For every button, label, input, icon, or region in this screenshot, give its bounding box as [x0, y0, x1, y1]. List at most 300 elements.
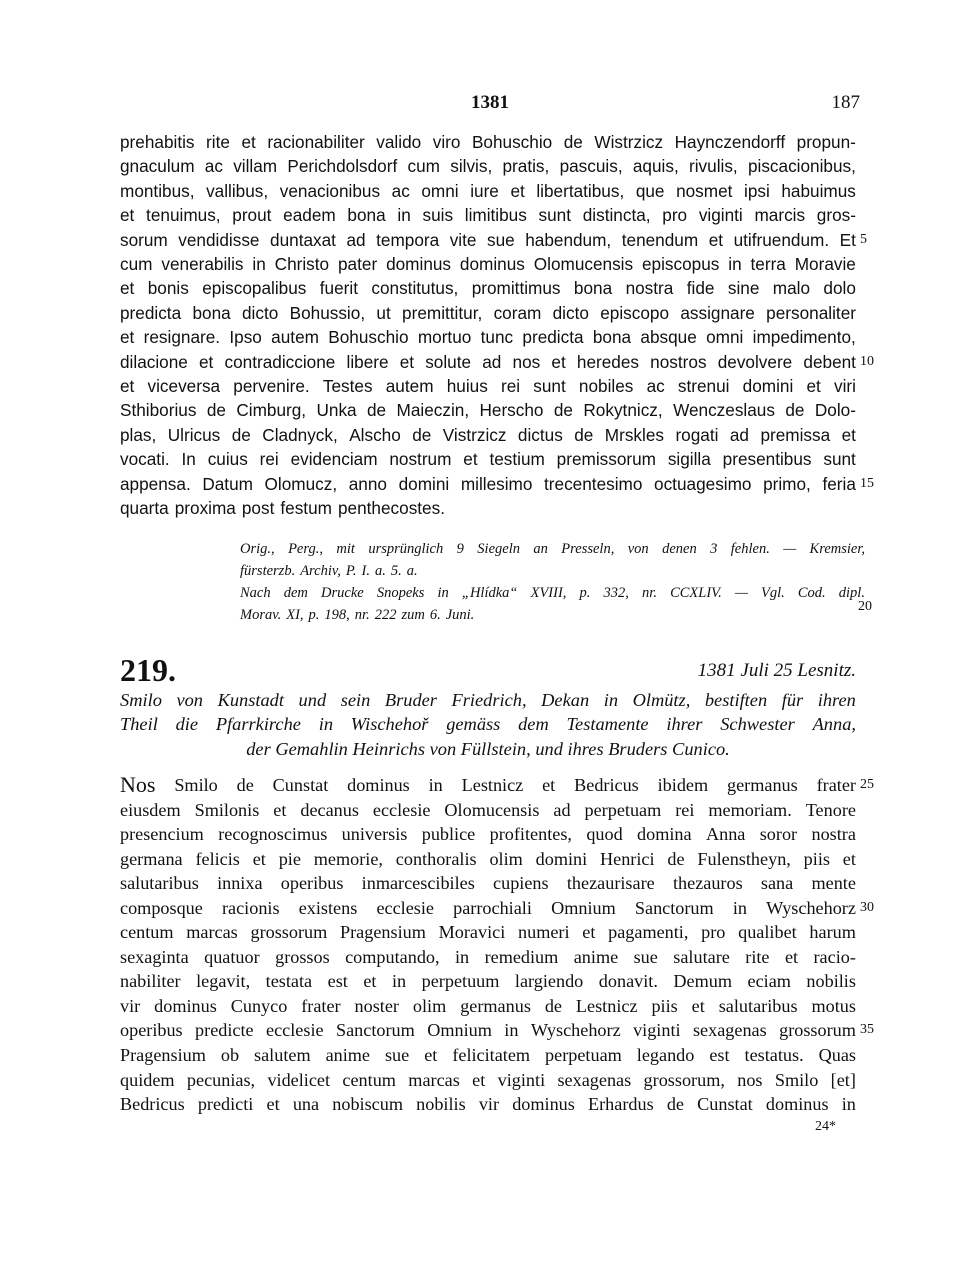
word: et	[806, 376, 821, 397]
word: grossorum	[779, 1020, 856, 1041]
word: universis	[341, 824, 408, 845]
text-line	[120, 398, 856, 422]
word: pecunias,	[186, 1069, 256, 1090]
text-line	[120, 1092, 856, 1117]
word: nostra	[811, 824, 856, 845]
word: primo,	[763, 473, 811, 494]
word: Omnium	[427, 1020, 492, 1041]
word: episcopalibus	[202, 278, 307, 299]
text-line	[120, 920, 856, 945]
word: Maieczin,	[396, 400, 470, 421]
text-line	[240, 582, 865, 604]
word: venacionibus	[279, 180, 381, 201]
word: a.	[374, 563, 386, 579]
word: Smilo	[774, 1069, 819, 1090]
word: profitentes,	[489, 824, 572, 845]
word: de	[236, 775, 254, 795]
word: in	[504, 1020, 519, 1041]
word: dominus	[347, 775, 410, 795]
word: domini	[535, 848, 588, 869]
word: —	[734, 585, 748, 601]
word: anno	[348, 473, 387, 494]
word: Archiv,	[300, 563, 341, 579]
word: de	[666, 1094, 684, 1115]
word: et	[463, 449, 478, 470]
text-line	[120, 994, 856, 1019]
word: rei	[500, 376, 521, 397]
word: et	[582, 922, 596, 943]
word: iure	[470, 180, 499, 201]
word: sunt	[823, 449, 856, 470]
word: sexagenas	[557, 1069, 632, 1090]
word: de	[231, 424, 251, 445]
word: que	[635, 180, 665, 201]
word: Fulenstheyn,	[697, 848, 791, 869]
word: aquis,	[632, 156, 679, 177]
word: Bruder	[384, 690, 437, 710]
word: Bohuschio	[471, 132, 553, 152]
word: germanus	[460, 995, 531, 1016]
word: Alscho	[349, 424, 401, 445]
word: I.	[361, 563, 370, 579]
word: ihren	[817, 690, 856, 710]
word: XVIII,	[530, 585, 567, 601]
summary-text: der Gemahlin Heinrichs von Füllstein, und ihres Bruders Cunico.	[246, 738, 730, 759]
word: fuerit	[319, 278, 358, 299]
text-line	[120, 130, 856, 154]
word: domini	[742, 376, 794, 397]
word: bona	[347, 205, 386, 226]
word: cum	[120, 254, 153, 275]
word: sexagenas	[692, 1020, 767, 1041]
word: Pfarrkirche	[215, 714, 301, 735]
word: Ulricus	[167, 424, 221, 445]
word: Omnium	[551, 897, 616, 918]
word: Sthiborius	[120, 400, 197, 421]
word: legando	[636, 1045, 695, 1066]
word: ipsi	[744, 180, 770, 201]
word: mortuo	[417, 327, 472, 348]
word: testatus.	[744, 1045, 804, 1066]
word: predicta	[522, 327, 584, 348]
word: remedium	[484, 946, 559, 967]
word: Smilo	[174, 775, 218, 795]
word: mit	[336, 541, 355, 557]
word: duntaxat	[270, 229, 336, 250]
word: inmarcescibiles	[361, 873, 475, 894]
word: appensa.	[120, 473, 191, 494]
word: et	[199, 351, 214, 372]
word: salutare	[673, 946, 730, 967]
word: bestiften	[704, 690, 768, 710]
word: Anna	[705, 824, 746, 845]
word: resignare.	[143, 327, 221, 348]
word: racio-	[813, 946, 856, 967]
word: dominus	[154, 995, 217, 1016]
word: personaliter	[766, 302, 856, 323]
word: 5.	[390, 563, 402, 579]
word: Cladnyck,	[262, 424, 338, 445]
word: marcas	[408, 1069, 460, 1090]
word: an	[533, 541, 548, 557]
word: eiusdem	[120, 799, 181, 820]
word: terra	[750, 254, 786, 275]
word: Anna,	[812, 714, 856, 735]
text-line	[120, 276, 856, 300]
word: pater	[338, 254, 378, 275]
word: ecclesie	[266, 1020, 324, 1041]
text-line	[120, 252, 856, 276]
line-number: 15	[860, 475, 874, 491]
word: Pragensium	[120, 1045, 206, 1066]
page-number: 187	[831, 92, 860, 113]
text-line	[120, 350, 874, 374]
word: et	[708, 229, 724, 250]
word: dem	[518, 714, 549, 735]
word: Sanctorum	[634, 897, 714, 918]
word: et	[841, 424, 856, 445]
word: fürsterzb.	[240, 563, 296, 579]
word: bona	[573, 278, 613, 299]
word: constitutus,	[371, 278, 459, 299]
word: feria	[822, 473, 856, 494]
summary-line	[120, 737, 856, 761]
word: dictus	[517, 424, 563, 445]
word: dolo	[823, 278, 856, 299]
word: premissorum	[556, 449, 656, 470]
word: penthecostes.	[337, 498, 445, 519]
word: operibus	[280, 873, 344, 894]
line-number: 25	[860, 777, 874, 792]
word: et	[266, 1094, 280, 1115]
word: et	[399, 351, 415, 372]
word: et	[241, 132, 256, 152]
word: ecclesie	[372, 799, 431, 820]
word: Moravici	[438, 922, 506, 943]
word: domina	[637, 824, 692, 845]
word: nr.	[642, 585, 657, 601]
word: viginti	[698, 205, 743, 226]
word: nosmet	[676, 180, 733, 201]
word: de	[412, 424, 432, 445]
word: nostra	[625, 278, 674, 299]
word: felicis	[195, 848, 240, 869]
word: olim	[489, 848, 523, 869]
word: pro	[662, 205, 688, 226]
word: in	[437, 585, 449, 601]
word: germanus	[727, 775, 798, 795]
word: viri	[833, 376, 856, 397]
word: Bedricus	[120, 1094, 185, 1115]
word: cum	[407, 156, 440, 177]
text-line	[120, 1068, 856, 1093]
word: nobiscum	[332, 1094, 403, 1115]
word: Testamente	[566, 714, 649, 735]
text-line	[120, 154, 856, 178]
text-line	[240, 560, 865, 582]
word: Vistrzicz	[442, 424, 507, 445]
word: innixa	[217, 873, 263, 894]
word: CCXLIV.	[670, 585, 722, 601]
word: Dolo-	[814, 400, 856, 421]
word: ursprünglich	[368, 541, 444, 557]
word: denen	[662, 541, 697, 557]
word: Snopeks	[376, 585, 425, 601]
word: composque	[120, 897, 203, 918]
word: parrochiali	[453, 897, 532, 918]
text-line	[120, 374, 856, 398]
word: predicti	[197, 1094, 254, 1115]
word: in	[318, 714, 334, 735]
word: in	[732, 897, 747, 918]
word: rei	[675, 799, 695, 820]
word: motus	[811, 995, 856, 1016]
word: perpetuam	[545, 1045, 622, 1066]
word: de	[785, 400, 805, 421]
word: et	[252, 848, 266, 869]
word: devolvere	[717, 351, 793, 372]
word: utifruendum.	[733, 229, 830, 250]
word: de	[667, 848, 685, 869]
line-number: 30	[860, 899, 874, 915]
word: quidem	[120, 1069, 175, 1090]
word: olim	[412, 995, 447, 1016]
word: quatuor	[204, 946, 260, 967]
summary-line	[120, 688, 856, 712]
word: viro	[432, 132, 461, 152]
word: Demum	[673, 971, 732, 992]
word: Ipso	[229, 327, 262, 348]
word: et	[120, 327, 135, 348]
word: libere	[346, 351, 389, 372]
word: Wyschehorz	[530, 1020, 621, 1041]
word: Sanctorum	[335, 1020, 415, 1041]
word: publice	[421, 824, 476, 845]
word: Unka	[316, 400, 357, 421]
word: nos	[512, 351, 541, 372]
word: piis	[651, 995, 678, 1016]
word: est	[709, 1045, 730, 1066]
word: solute	[425, 351, 472, 372]
word: et	[363, 971, 377, 992]
word: Haynczendorff	[674, 132, 786, 152]
word: 9	[456, 541, 464, 557]
word: grossos	[275, 946, 330, 967]
word: von	[176, 690, 204, 710]
word: thezauros	[672, 873, 743, 894]
word: suis	[422, 205, 454, 226]
word: Olomucz,	[264, 473, 338, 494]
word: ac	[204, 156, 223, 177]
word: Bedricus	[574, 775, 639, 795]
word: omni	[421, 180, 459, 201]
word: omni	[706, 327, 744, 348]
word: felicitatem	[452, 1045, 531, 1066]
word: de	[206, 400, 226, 421]
word: dicto	[552, 302, 589, 323]
word: prehabitis	[120, 132, 195, 152]
word: proxima	[174, 498, 236, 519]
word: anime	[325, 1045, 371, 1066]
word: dilacione	[120, 351, 188, 372]
word: predicta	[120, 302, 182, 323]
word: Wyschehorz	[766, 897, 856, 918]
word: in	[603, 690, 619, 710]
word: sigilla	[667, 449, 711, 470]
word: ad	[729, 424, 749, 445]
word: computando,	[345, 946, 440, 967]
text-line	[120, 228, 867, 252]
word: strenui	[677, 376, 730, 397]
word: P.	[345, 563, 357, 579]
word: propun-	[796, 132, 856, 152]
word: premissa	[760, 424, 831, 445]
word: domini	[398, 473, 450, 494]
document-summary	[120, 688, 856, 761]
word: bona	[192, 302, 231, 323]
word: nostrum	[389, 449, 452, 470]
word: vir	[478, 1094, 500, 1115]
word: Bohussio,	[289, 302, 366, 323]
word: Henrici	[600, 848, 655, 869]
word: in	[728, 254, 742, 275]
word: pagamenti,	[608, 922, 689, 943]
text-line	[120, 871, 856, 896]
word: Moravie	[794, 254, 856, 275]
word: Schwester	[720, 714, 795, 735]
word: debent	[803, 351, 856, 372]
charter-text-continued	[120, 130, 874, 521]
word: sue	[384, 1045, 410, 1066]
word: p.	[308, 607, 320, 623]
word: ac	[646, 376, 665, 397]
word: octuagesimo	[654, 473, 752, 494]
word: Morav.	[240, 607, 282, 623]
word: Nach	[240, 585, 271, 601]
word: de	[574, 424, 594, 445]
word: et	[472, 1069, 486, 1090]
word: cuius	[207, 449, 248, 470]
word: dominus	[386, 254, 452, 275]
word: Christo	[274, 254, 330, 275]
word: pro	[701, 922, 726, 943]
word: sein	[340, 690, 371, 710]
word: nr.	[354, 607, 370, 623]
word: 198,	[324, 607, 350, 623]
word: recognoscimus	[218, 824, 328, 845]
word: autem	[385, 376, 434, 397]
word: noster	[354, 995, 399, 1016]
word: frater	[816, 775, 856, 795]
word: habuimus	[781, 180, 856, 201]
text-line	[120, 772, 874, 798]
word: nos	[737, 1069, 763, 1090]
word: presentibus	[722, 449, 812, 470]
word: et	[273, 799, 287, 820]
word: numeri	[518, 922, 570, 943]
line-number: 35	[860, 1022, 874, 1038]
word: tempora	[376, 229, 440, 250]
word: memorie,	[313, 848, 383, 869]
word: bonis	[147, 278, 189, 299]
word: Juni.	[445, 607, 475, 623]
word: in	[252, 254, 266, 275]
document-number: 219.	[120, 652, 176, 688]
word: mente	[811, 873, 856, 894]
word: grossorum	[250, 922, 328, 943]
word: frater	[301, 995, 341, 1016]
text-line	[120, 203, 856, 227]
word: gemäss	[446, 714, 501, 735]
word: in	[841, 1094, 856, 1115]
word: dipl.	[838, 585, 865, 601]
word: Nos	[120, 772, 156, 797]
word: festum	[280, 498, 332, 519]
word: quod	[586, 824, 623, 845]
word: [et]	[830, 1069, 856, 1090]
text-line	[120, 1018, 874, 1043]
word: tunc	[480, 327, 514, 348]
word: absque	[640, 327, 697, 348]
word: vite	[449, 229, 477, 250]
word: pervenire.	[233, 376, 310, 397]
word: eadem	[283, 205, 336, 226]
word: et	[120, 205, 135, 226]
word: Pragensium	[340, 922, 426, 943]
word: villam	[233, 156, 278, 177]
word: heredes	[576, 351, 640, 372]
word: testium	[489, 449, 545, 470]
word: una	[292, 1094, 320, 1115]
line-number: 10	[860, 353, 874, 369]
word: est	[327, 971, 348, 992]
word: quarta	[120, 498, 169, 519]
word: Cod.	[797, 585, 826, 601]
text-line	[120, 822, 856, 847]
word: harum	[809, 922, 856, 943]
word: ad	[482, 351, 502, 372]
word: grossorum,	[643, 1069, 725, 1090]
word: Smilonis	[194, 799, 260, 820]
word: decanus	[300, 799, 359, 820]
word: Erhardus	[588, 1094, 654, 1115]
word: et	[691, 995, 705, 1016]
word: Lestnicz	[461, 775, 524, 795]
word: Cunstat	[697, 1094, 753, 1115]
word: fide	[686, 278, 715, 299]
text-line	[120, 945, 856, 970]
word: piis	[803, 848, 830, 869]
word: operibus	[120, 1020, 183, 1041]
word: memoriam.	[708, 799, 792, 820]
word: sue	[486, 229, 515, 250]
word: dominus	[765, 1094, 829, 1115]
text-line	[120, 423, 856, 447]
word: Dekan	[541, 690, 590, 710]
text-line	[120, 798, 856, 823]
word: Smilo	[120, 690, 162, 710]
word: donavit.	[598, 971, 658, 992]
word: die	[175, 714, 199, 735]
word: presencium	[120, 824, 204, 845]
word: viceversa	[147, 376, 221, 397]
word: evidenciam	[290, 449, 378, 470]
sheet-signature: 24*	[815, 1119, 836, 1134]
text-line	[120, 447, 856, 471]
word: nostros	[650, 351, 707, 372]
word: impedimento,	[752, 327, 856, 348]
text-line	[120, 896, 874, 921]
